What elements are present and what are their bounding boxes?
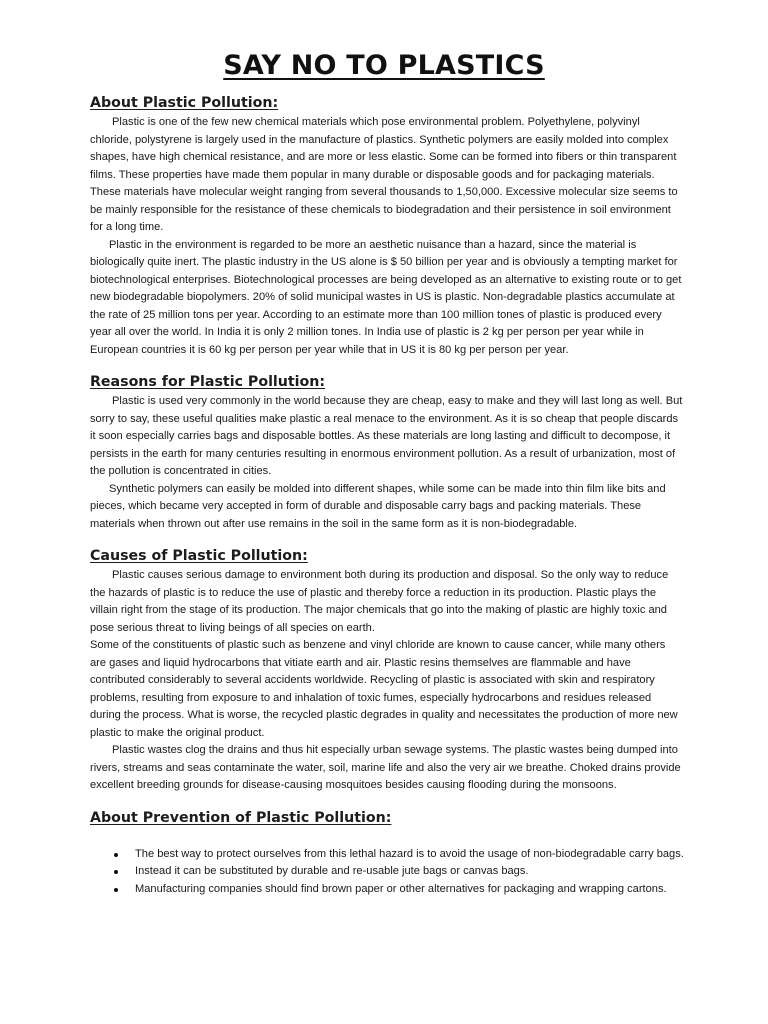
document-body bbox=[90, 94, 684, 898]
page-title: SAY NO TO PLASTICS bbox=[223, 50, 545, 81]
section-heading: About Prevention of Plastic Pollution: bbox=[90, 809, 392, 826]
paragraph: Some of the constituents of plastic such as benzene and vinyl chloride are known to cause cancer, while many others are gases and liquid hydrocarbons that vitiate earth and air. Plastic resins themselves are flammable and have contributed considerably to several accidents worldwide. Recycling of plastic is associated with skin and respiratory problems, resulting from exposure to and inhalation of toxic fumes, especially hydrocarbons and residues released during the process. What is worse, the recycled plastic degrades in quality and necessitates the production of more new plastic to make the original product. bbox=[90, 639, 678, 739]
paragraph: Plastic is used very commonly in the world because they are cheap, easy to make and they will last long as well. But sorry to say, these useful qualities make plastic a real menace to the environment. As it is so cheap that people discards it soon especially carries bags and disposable bottles. As these materials are long lasting and difficult to decompose, it persists in the earth for many centuries resulting in enormous environment pollution. As a result of urbanization, most of the pollution is concentrated in cities. bbox=[90, 395, 683, 477]
paragraph: Plastic wastes clog the drains and thus hit especially urban sewage systems. The plastic wastes being dumped into rivers, streams and seas contaminate the water, soil, marine life and also the very air we breathe. Choked drains provide excellent breeding grounds for disease-causing mosquitoes besides causing flooding during the monsoons. bbox=[90, 744, 681, 791]
list-item bbox=[90, 846, 684, 864]
list-item-text: The best way to protect ourselves from this lethal hazard is to avoid the usage of non-biodegradable carry bags. bbox=[135, 847, 684, 860]
bullet-icon bbox=[114, 888, 118, 892]
section-heading: Reasons for Plastic Pollution: bbox=[90, 374, 326, 390]
paragraph: Plastic in the environment is regarded to be more an aesthetic nuisance than a hazard, since the material is biologically quite inert. The plastic industry in the US alone is $ 50 billion per year and is obviously a tempting market for biotechnological enterprises. Biotechnological processes are being developed as an alternative to existing route or to get new biodegradable biopolymers. 20% of solid municipal wastes in US is plastic. Non-degradable plastics accumulate at the rate of 25 million tons per year. According to an estimate more than 100 million tones of plastic is produced every year all over the world. In India it is only 2 million tones. In India use of plastic is 2 kg per person per year while in European countries it is 60 kg per person per year while that in US it is 80 kg per person per year. bbox=[90, 238, 682, 356]
paragraph: Plastic causes serious damage to environment both during its production and disposal. So the only way to reduce the hazards of plastic is to reduce the use of plastic and thereby force a reduction in its production. Plastic plays the villain right from the stage of its production. The major chemicals that go into the making of plastic are highly toxic and pose serious threat to living beings of all species on earth. bbox=[90, 569, 669, 634]
list-item-text: Manufacturing companies should find brown paper or other alternatives for packaging and wrapping cartons. bbox=[135, 882, 667, 895]
bullet-icon bbox=[114, 870, 118, 874]
section-heading: About Plastic Pollution: bbox=[90, 95, 279, 111]
section-about-plastic-pollution bbox=[90, 94, 684, 359]
bullet-list bbox=[90, 846, 684, 899]
section-reasons-for-plastic-pollution bbox=[90, 373, 684, 533]
list-item bbox=[90, 881, 684, 899]
paragraph: Synthetic polymers can easily be molded into different shapes, while some can be made into thin film like bits and pieces, which became very accepted in form of durable and disposable carry bags and packing materials. These materials when thrown out after use remains in the soil in the same form as it is non-biodegradable. bbox=[90, 482, 666, 530]
list-item-text: Instead it can be substituted by durable and re-usable jute bags or canvas bags. bbox=[135, 865, 529, 877]
list-item bbox=[90, 863, 684, 881]
section-heading: Causes of Plastic Pollution: bbox=[90, 548, 308, 564]
bullet-icon bbox=[114, 853, 118, 857]
paragraph: Plastic is one of the few new chemical materials which pose environmental problem. Polyethylene, polyvinyl chloride, polystyrene is largely used in the manufacture of plastics. Synthetic polymers are easily molded into complex shapes, have high chemical resistance, and are more or less elastic. Some can be formed into fibers or thin transparent films. These properties have made them popular in many durable or disposable goods and for packaging materials. These materials have molecular weight ranging from several thousands to 1,50,000. Excessive molecular size seems to be mainly responsible for the resistance of these chemicals to biodegradation and their persistence in soil environment for a long time. bbox=[90, 116, 678, 233]
section-prevention-of-plastic-pollution bbox=[90, 809, 684, 899]
section-causes-of-plastic-pollution bbox=[90, 547, 684, 795]
